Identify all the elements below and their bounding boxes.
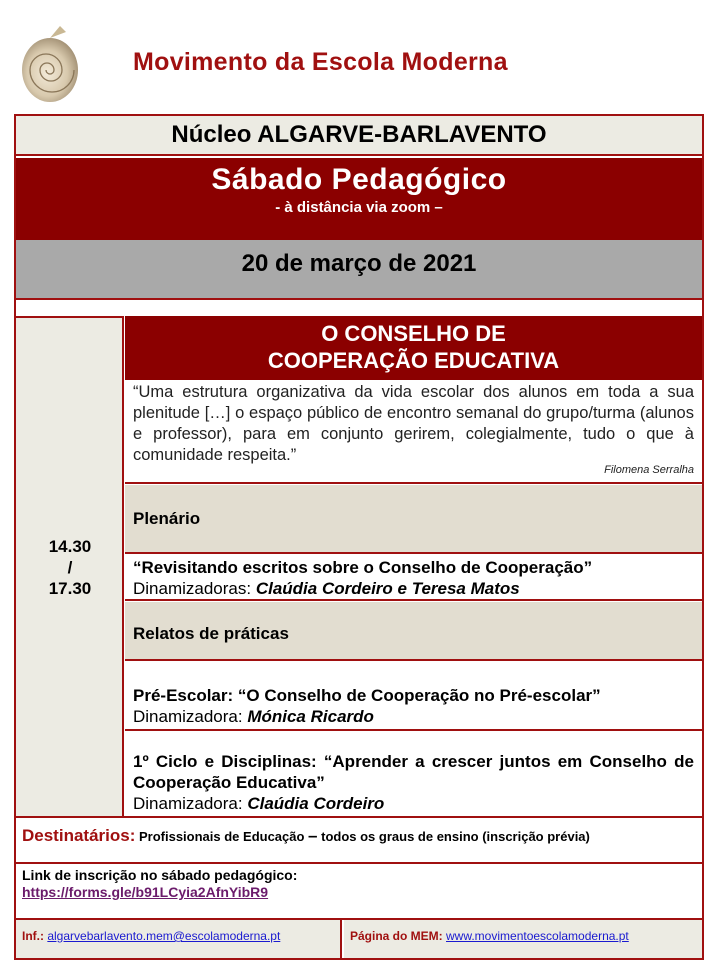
registration-link-block bbox=[16, 864, 702, 918]
organization-name: Movimento da Escola Moderna bbox=[133, 48, 508, 76]
info-label: Inf.: bbox=[22, 929, 44, 943]
pre-escolar-label: Dinamizadora: bbox=[133, 707, 248, 726]
ciclo-item bbox=[125, 731, 702, 816]
quote-text: “Uma estrutura organizativa da vida escolar dos alunos em toda a sua plenitude […] o espaço público de encontro semanal do grupo/turma (alunos e professor), para em conjunto gerirem, colegialmente, tudo o que à comunidade respeita.” bbox=[133, 383, 694, 464]
ciclo-names: Claúdia Cordeiro bbox=[247, 794, 385, 813]
nucleo-title: Núcleo ALGARVE-BARLAVENTO bbox=[16, 116, 702, 156]
quote-block bbox=[125, 380, 702, 484]
event-title: Sábado Pedagógico bbox=[211, 163, 507, 196]
footer-info bbox=[16, 920, 342, 958]
page-url-link[interactable]: www.movimentoescolamoderna.pt bbox=[446, 929, 629, 943]
ciclo-title: 1º Ciclo e Disciplinas: “Aprender a crescer juntos em Conselho de Cooperação Educativa” bbox=[133, 752, 694, 792]
registration-link[interactable]: https://forms.gle/b91LCyia2AfnYibR9 bbox=[22, 884, 269, 900]
time-end: 17.30 bbox=[48, 579, 92, 598]
page-label: Página do MEM: bbox=[350, 929, 443, 943]
nautilus-shell-icon bbox=[20, 22, 82, 104]
ciclo-label: Dinamizadora: bbox=[133, 794, 248, 813]
pre-escolar-names: Mónica Ricardo bbox=[247, 707, 374, 726]
session-time bbox=[16, 536, 124, 599]
pre-escolar-title: Pré-Escolar: “O Conselho de Cooperação no Pré-escolar” bbox=[133, 686, 601, 705]
revisitando-item bbox=[125, 555, 702, 601]
footer-page bbox=[344, 920, 702, 958]
session-title-line1: O CONSELHO DE bbox=[321, 321, 506, 346]
destinatarios-label: Destinatários: bbox=[22, 826, 136, 845]
session-title-line2: COOPERAÇÃO EDUCATIVA bbox=[267, 348, 560, 373]
plenario-heading: Plenário bbox=[125, 485, 702, 554]
destinatarios-text2: todos os graus de ensino (inscrição prévia) bbox=[317, 829, 590, 844]
info-email-link[interactable]: algarvebarlavento.mem@escolamoderna.pt bbox=[47, 929, 281, 943]
event-title-block bbox=[16, 158, 702, 240]
registration-label: Link de inscrição no sábado pedagógico: bbox=[22, 867, 298, 883]
event-subtitle: - à distância via zoom – bbox=[275, 199, 443, 216]
quote-author: Filomena Serralha bbox=[604, 464, 694, 476]
time-separator: / bbox=[67, 558, 73, 577]
time-start: 14.30 bbox=[48, 537, 92, 556]
pre-escolar-item bbox=[125, 663, 702, 731]
event-date: 20 de março de 2021 bbox=[16, 240, 702, 300]
revisitando-label: Dinamizadoras: bbox=[133, 579, 256, 598]
destinatarios bbox=[16, 816, 702, 864]
destinatarios-text1: Profissionais de Educação bbox=[135, 829, 309, 844]
relatos-heading: Relatos de práticas bbox=[125, 602, 702, 661]
destinatarios-dash: – bbox=[308, 826, 318, 845]
revisitando-names: Claúdia Cordeiro e Teresa Matos bbox=[255, 579, 520, 598]
revisitando-title: “Revisitando escritos sobre o Conselho de Cooperação” bbox=[133, 558, 593, 577]
session-title bbox=[125, 316, 702, 380]
